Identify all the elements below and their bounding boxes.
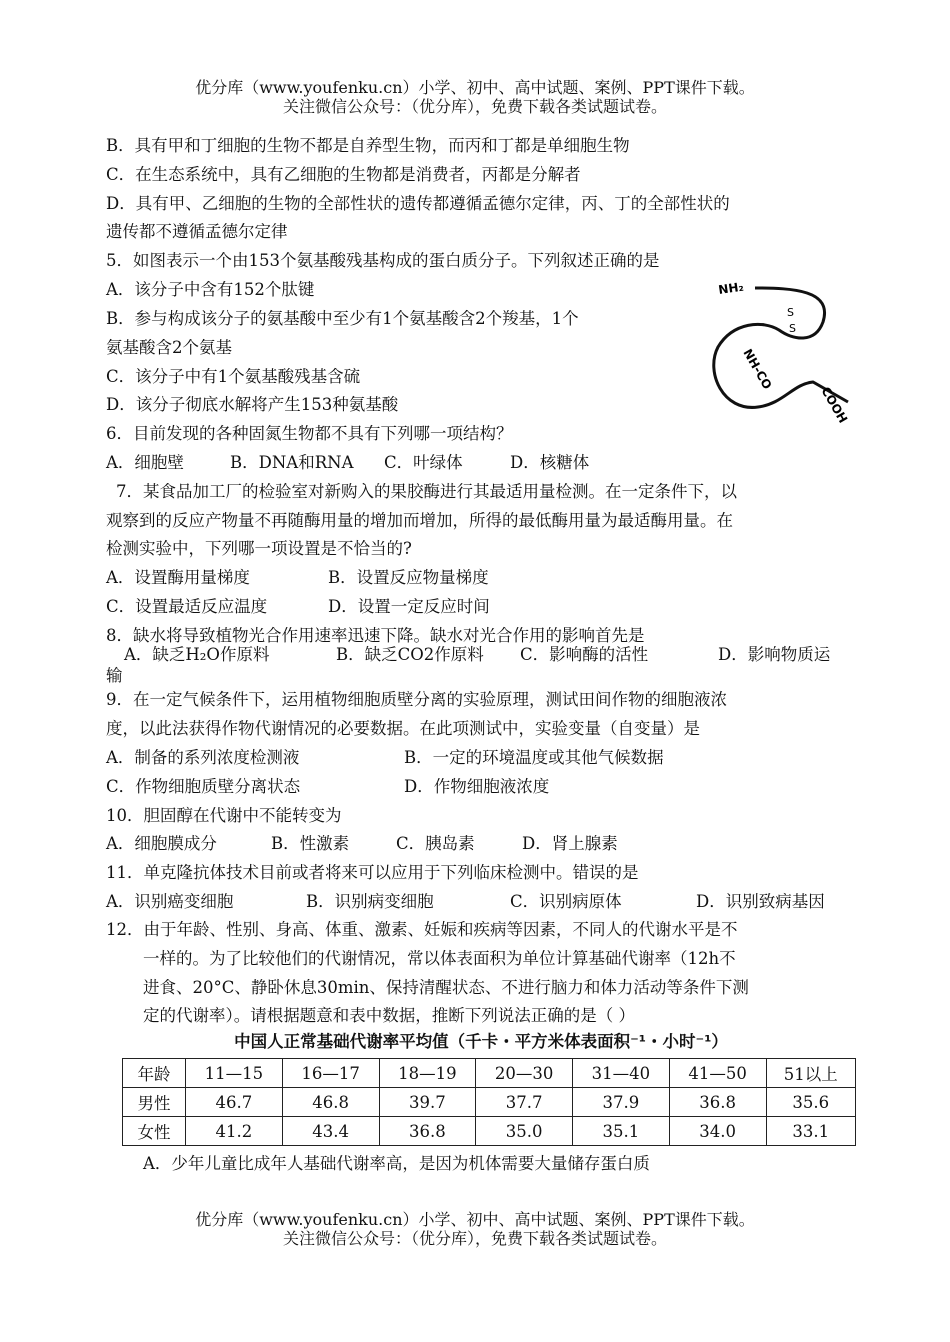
table-title: 中国人正常基础代谢率平均值（千卡・平方米体表面积⁻¹・小时⁻¹） [234,1032,728,1051]
q5-option-a: A．该分子中含有152个肽键 [106,280,315,299]
q11-stem: 11．单克隆抗体技术目前或者将来可以应用于下列临床检测中。错误的是 [106,863,639,882]
q6-option-d: D．核糖体 [510,453,590,472]
q12-line-4: 定的代谢率）。请根据题意和表中数据，推断下列说法正确的是（ ） [143,1006,635,1025]
q7-line-3: 检测实验中，下列哪一项设置是不恰当的? [106,539,412,558]
header-line-1: 优分库（www.youfenku.cn）小学、初中、高中试题、案例、PPT课件下载。 [195,78,755,97]
q6-option-a: A．细胞壁 [106,453,184,472]
q6-stem: 6．目前发现的各种固氮生物都不具有下列哪一项结构？ [106,424,513,443]
q7-option-b: B．设置反应物量梯度 [328,568,489,587]
q11-option-c: C．识别病原体 [510,892,622,911]
disulfide-s1: S [787,306,794,319]
table-cell: 37.9 [573,1088,670,1117]
footer-line-2: 关注微信公众号：（优分库），免费下载各类试题试卷。 [282,1229,667,1248]
q10-option-a: A．细胞膜成分 [106,834,217,853]
protein-diagram [683,272,853,427]
q11-option-d: D．识别致病基因 [696,892,825,911]
q11-option-a: A．识别癌变细胞 [106,892,234,911]
table-row [123,1088,856,1117]
table-cell: 41.2 [186,1117,283,1146]
q10-option-b: B．性激素 [271,834,350,853]
table-cell: 37.7 [476,1088,573,1117]
table-cell: 11—15 [186,1059,283,1088]
table-cell: 35.0 [476,1117,573,1146]
q7-option-a: A．设置酶用量梯度 [106,568,250,587]
table-cell: 36.8 [669,1088,766,1117]
q9-option-b: B．一定的环境温度或其他气候数据 [404,748,664,767]
q5-option-b: B．参与构成该分子的氨基酸中至少有1个氨基酸含2个羧基，1个 [106,309,579,328]
table-cell: 46.8 [282,1088,379,1117]
cooh-label: COOH [818,384,851,426]
table-cell: 18—19 [379,1059,476,1088]
table-cell: 46.7 [186,1088,283,1117]
footer-line-1: 优分库（www.youfenku.cn）小学、初中、高中试题、案例、PPT课件下载。 [195,1210,755,1229]
q7-line-1: 7．某食品加工厂的检验室对新购入的果胶酶进行其最适用量检测。在一定条件下，以 [116,482,737,501]
q5-option-c: C．该分子中有1个氨基酸残基含硫 [106,367,361,386]
q10-stem: 10．胆固醇在代谢中不能转变为 [106,806,342,825]
q8-option-b: B．缺乏CO2作原料 [336,645,484,664]
q5-option-d: D．该分子彻底水解将产生153种氨基酸 [106,395,399,414]
table-cell: 男性 [123,1088,186,1117]
table-row [123,1117,856,1146]
metabolic-rate-table [122,1058,856,1146]
q8-option-c: C．影响酶的活性 [520,645,649,664]
table-cell: 39.7 [379,1088,476,1117]
q8-option-d-cont: 输 [106,666,123,685]
table-cell: 51以上 [766,1059,856,1088]
disulfide-s2: S [789,322,796,335]
q7-line-2: 观察到的反应产物量不再随酶用量的增加而增加，所得的最低酶用量为最适酶用量。在 [106,511,733,530]
q8-stem: 8．缺水将导致植物光合作用速率迅速下降。缺水对光合作用的影响首先是 [106,626,645,645]
table-cell: 34.0 [669,1117,766,1146]
q5-stem: 5．如图表示一个由153个氨基酸残基构成的蛋白质分子。下列叙述正确的是 [106,251,660,270]
header-line-2: 关注微信公众号：（优分库），免费下载各类试题试卷。 [282,97,667,116]
q4-option-c: C．在生态系统中，具有乙细胞的生物都是消费者，丙都是分解者 [106,165,581,184]
q5-option-b-cont: 氨基酸含2个氨基 [106,338,232,357]
q9-option-c: C．作物细胞质壁分离状态 [106,777,301,796]
table-cell: 女性 [123,1117,186,1146]
q6-option-c: C．叶绿体 [384,453,463,472]
q12-option-a: A．少年儿童比成年人基础代谢率高，是因为机体需要大量储存蛋白质 [143,1154,650,1173]
q12-line-3: 进食、20°C、静卧休息30min、保持清醒状态、不进行脑力和体力活动等条件下测 [143,978,749,997]
peptide-bond-label: NH-CO [740,346,775,392]
q4-option-b: B．具有甲和丁细胞的生物不都是自养型生物，而丙和丁都是单细胞生物 [106,136,630,155]
q4-option-d: D．具有甲、乙细胞的生物的全部性状的遗传都遵循孟德尔定律，丙、丁的全部性状的 [106,194,730,213]
q12-line-1: 12．由于年龄、性别、身高、体重、激素、妊娠和疾病等因素，不同人的代谢水平是不 [106,920,738,939]
table-cell: 20—30 [476,1059,573,1088]
q6-option-b: B．DNA和RNA [230,453,354,472]
q10-option-d: D．肾上腺素 [522,834,618,853]
table-cell: 43.4 [282,1117,379,1146]
q9-option-a: A．制备的系列浓度检测液 [106,748,300,767]
q7-option-c: C．设置最适反应温度 [106,597,268,616]
q8-option-a: A．缺乏H₂O作原料 [124,645,270,664]
table-cell: 41—50 [669,1059,766,1088]
q9-line-1: 9．在一定气候条件下，运用植物细胞质壁分离的实验原理，测试田间作物的细胞液浓 [106,690,727,709]
q9-option-d: D．作物细胞液浓度 [404,777,550,796]
table-cell: 36.8 [379,1117,476,1146]
table-cell: 16—17 [282,1059,379,1088]
q8-option-d: D．影响物质运 [718,645,831,664]
table-cell: 33.1 [766,1117,856,1146]
q4-option-d-cont: 遗传都不遵循孟德尔定律 [106,222,288,241]
table-cell: 年龄 [123,1059,186,1088]
nh2-label: NH₂ [717,279,745,297]
q10-option-c: C．胰岛素 [396,834,475,853]
table-cell: 35.6 [766,1088,856,1117]
q9-line-2: 度，以此法获得作物代谢情况的必要数据。在此项测试中，实验变量（自变量）是 [106,719,700,738]
table-header-row [123,1059,856,1088]
q7-option-d: D．设置一定反应时间 [328,597,490,616]
q12-line-2: 一样的。为了比较他们的代谢情况，常以体表面积为单位计算基础代谢率（12h不 [143,949,736,968]
table-cell: 35.1 [573,1117,670,1146]
table-cell: 31—40 [573,1059,670,1088]
q11-option-b: B．识别病变细胞 [306,892,434,911]
